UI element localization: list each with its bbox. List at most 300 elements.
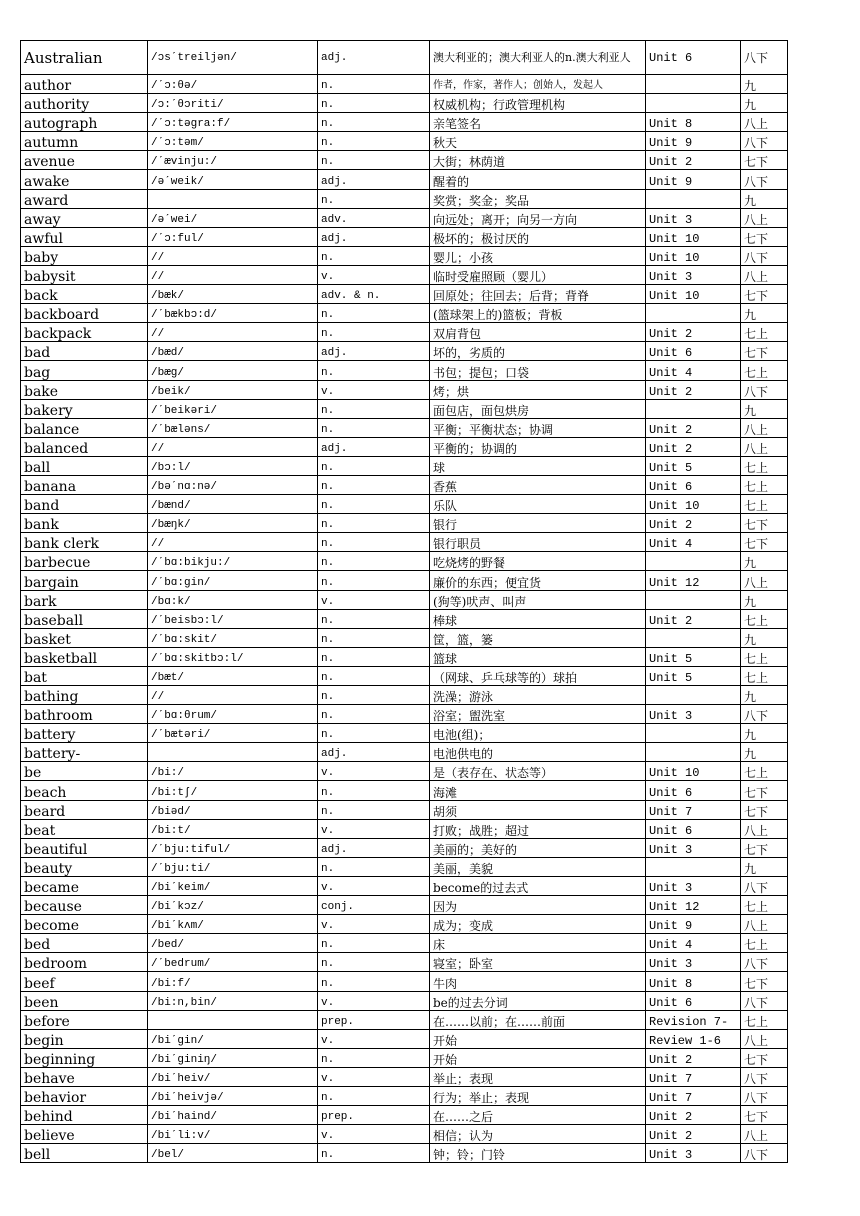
table-row xyxy=(21,781,788,800)
unit-cell: Unit 2 xyxy=(646,1125,741,1144)
meaning-cell: 廉价的东西；便宜货 xyxy=(430,571,646,590)
grade-cell: 七下 xyxy=(741,1048,788,1067)
word-cell: baseball xyxy=(21,609,148,628)
part-of-speech-cell: n. xyxy=(318,1048,430,1067)
grade-cell: 七下 xyxy=(741,342,788,361)
grade-cell: 七上 xyxy=(741,934,788,953)
phonetic-cell: /əˊweik/ xyxy=(148,170,318,189)
word-cell: band xyxy=(21,495,148,514)
word-cell: bedroom xyxy=(21,953,148,972)
meaning-cell: (篮球架上的)篮板；背板 xyxy=(430,304,646,323)
table-row xyxy=(21,1048,788,1067)
part-of-speech-cell: v. xyxy=(318,1029,430,1048)
phonetic-cell xyxy=(148,189,318,208)
grade-cell: 七下 xyxy=(741,227,788,246)
phonetic-cell: /bi:f/ xyxy=(148,972,318,991)
grade-cell: 七下 xyxy=(741,151,788,170)
word-cell: bed xyxy=(21,934,148,953)
phonetic-cell: /ˊbɑ:skit/ xyxy=(148,628,318,647)
unit-cell: Unit 2 xyxy=(646,151,741,170)
word-cell: bell xyxy=(21,1144,148,1163)
unit-cell xyxy=(646,304,741,323)
word-cell: awful xyxy=(21,227,148,246)
part-of-speech-cell: conj. xyxy=(318,896,430,915)
table-row xyxy=(21,1106,788,1125)
meaning-cell: 电池(组)； xyxy=(430,724,646,743)
word-cell: behind xyxy=(21,1106,148,1125)
word-cell: authority xyxy=(21,94,148,113)
unit-cell: Unit 3 xyxy=(646,705,741,724)
phonetic-cell: /ˊbju:ti/ xyxy=(148,857,318,876)
table-row xyxy=(21,1125,788,1144)
unit-cell: Unit 6 xyxy=(646,991,741,1010)
part-of-speech-cell: n. xyxy=(318,934,430,953)
meaning-cell: 美丽，美貌 xyxy=(430,857,646,876)
word-cell: baby xyxy=(21,246,148,265)
unit-cell: Unit 12 xyxy=(646,896,741,915)
grade-cell: 九 xyxy=(741,399,788,418)
part-of-speech-cell: n. xyxy=(318,724,430,743)
word-cell: been xyxy=(21,991,148,1010)
grade-cell: 八上 xyxy=(741,113,788,132)
word-cell: bank xyxy=(21,514,148,533)
grade-cell: 八下 xyxy=(741,705,788,724)
grade-cell: 九 xyxy=(741,590,788,609)
grade-cell: 八上 xyxy=(741,208,788,227)
part-of-speech-cell: n. xyxy=(318,475,430,494)
table-row xyxy=(21,189,788,208)
unit-cell: Unit 2 xyxy=(646,437,741,456)
unit-cell xyxy=(646,686,741,705)
meaning-cell: 美丽的；美好的 xyxy=(430,838,646,857)
meaning-cell: 电池供电的 xyxy=(430,743,646,762)
unit-cell xyxy=(646,189,741,208)
word-cell: beginning xyxy=(21,1048,148,1067)
part-of-speech-cell: n. xyxy=(318,800,430,819)
vocabulary-table xyxy=(20,40,788,1163)
word-cell: balanced xyxy=(21,437,148,456)
table-row xyxy=(21,628,788,647)
word-cell: before xyxy=(21,1010,148,1029)
phonetic-cell: /ˊbedrum/ xyxy=(148,953,318,972)
table-row xyxy=(21,227,788,246)
meaning-cell: 洗澡；游泳 xyxy=(430,686,646,705)
meaning-cell: 开始 xyxy=(430,1029,646,1048)
unit-cell: Unit 9 xyxy=(646,170,741,189)
word-cell: balance xyxy=(21,418,148,437)
grade-cell: 九 xyxy=(741,724,788,743)
word-cell: banana xyxy=(21,475,148,494)
meaning-cell: 钟；铃；门铃 xyxy=(430,1144,646,1163)
word-cell: bad xyxy=(21,342,148,361)
meaning-cell: 烤；烘 xyxy=(430,380,646,399)
part-of-speech-cell: n. xyxy=(318,571,430,590)
unit-cell: Unit 7 xyxy=(646,1086,741,1105)
word-cell: away xyxy=(21,208,148,227)
word-cell: be xyxy=(21,762,148,781)
table-row xyxy=(21,456,788,475)
meaning-cell: 乐队 xyxy=(430,495,646,514)
part-of-speech-cell: adj. xyxy=(318,170,430,189)
phonetic-cell xyxy=(148,1010,318,1029)
table-row xyxy=(21,151,788,170)
unit-cell: Unit 4 xyxy=(646,533,741,552)
part-of-speech-cell: n. xyxy=(318,533,430,552)
meaning-cell: 床 xyxy=(430,934,646,953)
grade-cell: 七上 xyxy=(741,456,788,475)
table-row xyxy=(21,246,788,265)
grade-cell: 八下 xyxy=(741,1086,788,1105)
grade-cell: 七上 xyxy=(741,475,788,494)
table-row xyxy=(21,304,788,323)
phonetic-cell: /biˊkʌm/ xyxy=(148,915,318,934)
table-row xyxy=(21,705,788,724)
word-cell: beauty xyxy=(21,857,148,876)
meaning-cell: 向远处；离开；向另一方向 xyxy=(430,208,646,227)
unit-cell xyxy=(646,857,741,876)
part-of-speech-cell: n. xyxy=(318,151,430,170)
table-row xyxy=(21,838,788,857)
phonetic-cell: /bæt/ xyxy=(148,666,318,685)
part-of-speech-cell: v. xyxy=(318,991,430,1010)
meaning-cell: 吃烧烤的野餐 xyxy=(430,552,646,571)
phonetic-cell: /əˊwei/ xyxy=(148,208,318,227)
unit-cell: Unit 5 xyxy=(646,456,741,475)
grade-cell: 七下 xyxy=(741,1106,788,1125)
phonetic-cell: // xyxy=(148,437,318,456)
part-of-speech-cell: n. xyxy=(318,399,430,418)
grade-cell: 八上 xyxy=(741,819,788,838)
phonetic-cell: /bɑ:k/ xyxy=(148,590,318,609)
phonetic-cell: /bæk/ xyxy=(148,285,318,304)
phonetic-cell: /bəˊnɑ:nə/ xyxy=(148,475,318,494)
phonetic-cell: /ˊɔ:ful/ xyxy=(148,227,318,246)
meaning-cell: 醒着的 xyxy=(430,170,646,189)
grade-cell: 八上 xyxy=(741,1125,788,1144)
phonetic-cell xyxy=(148,743,318,762)
grade-cell: 八下 xyxy=(741,1067,788,1086)
grade-cell: 九 xyxy=(741,857,788,876)
table-row xyxy=(21,75,788,94)
table-row xyxy=(21,743,788,762)
unit-cell: Unit 3 xyxy=(646,838,741,857)
unit-cell: Unit 10 xyxy=(646,246,741,265)
word-cell: bathroom xyxy=(21,705,148,724)
part-of-speech-cell: adj. xyxy=(318,743,430,762)
table-row xyxy=(21,991,788,1010)
grade-cell: 七上 xyxy=(741,666,788,685)
phonetic-cell: /ˊɔ:θə/ xyxy=(148,75,318,94)
part-of-speech-cell: n. xyxy=(318,323,430,342)
meaning-cell: 牛肉 xyxy=(430,972,646,991)
meaning-cell: 在……之后 xyxy=(430,1106,646,1125)
meaning-cell: 平衡的；协调的 xyxy=(430,437,646,456)
unit-cell: Unit 3 xyxy=(646,953,741,972)
unit-cell: Unit 7 xyxy=(646,1067,741,1086)
table-row xyxy=(21,361,788,380)
word-cell: beach xyxy=(21,781,148,800)
meaning-cell: 开始 xyxy=(430,1048,646,1067)
word-cell: bag xyxy=(21,361,148,380)
meaning-cell: 行为；举止；表现 xyxy=(430,1086,646,1105)
word-cell: autumn xyxy=(21,132,148,151)
table-row xyxy=(21,972,788,991)
table-row xyxy=(21,41,788,75)
word-cell: bake xyxy=(21,380,148,399)
table-row xyxy=(21,857,788,876)
part-of-speech-cell: prep. xyxy=(318,1010,430,1029)
table-row xyxy=(21,896,788,915)
phonetic-cell: /ˊɔ:təm/ xyxy=(148,132,318,151)
phonetic-cell: /bi:n,bin/ xyxy=(148,991,318,1010)
part-of-speech-cell: adj. xyxy=(318,838,430,857)
meaning-cell: 澳大利亚的；澳大利亚人的n.澳大利亚人 xyxy=(430,41,646,75)
grade-cell: 八下 xyxy=(741,170,788,189)
grade-cell: 七下 xyxy=(741,533,788,552)
unit-cell: Unit 2 xyxy=(646,514,741,533)
table-row xyxy=(21,724,788,743)
part-of-speech-cell: v. xyxy=(318,762,430,781)
table-row xyxy=(21,876,788,895)
meaning-cell: （网球、乒乓球等的）球拍 xyxy=(430,666,646,685)
phonetic-cell: /biˊginiŋ/ xyxy=(148,1048,318,1067)
phonetic-cell: /biˊheiv/ xyxy=(148,1067,318,1086)
grade-cell: 九 xyxy=(741,628,788,647)
grade-cell: 八上 xyxy=(741,265,788,284)
word-cell: became xyxy=(21,876,148,895)
phonetic-cell: /ˊbju:tiful/ xyxy=(148,838,318,857)
part-of-speech-cell: adv. & n. xyxy=(318,285,430,304)
phonetic-cell: /ˊbɑ:bikju:/ xyxy=(148,552,318,571)
phonetic-cell: /ˊbæləns/ xyxy=(148,418,318,437)
table-row xyxy=(21,323,788,342)
part-of-speech-cell: n. xyxy=(318,113,430,132)
unit-cell: Unit 9 xyxy=(646,915,741,934)
meaning-cell: 相信；认为 xyxy=(430,1125,646,1144)
phonetic-cell: /bɔ:l/ xyxy=(148,456,318,475)
meaning-cell: 海滩 xyxy=(430,781,646,800)
part-of-speech-cell: v. xyxy=(318,915,430,934)
word-cell: ball xyxy=(21,456,148,475)
part-of-speech-cell: v. xyxy=(318,819,430,838)
meaning-cell: 回原处；往回去；后背；背脊 xyxy=(430,285,646,304)
word-cell: basketball xyxy=(21,647,148,666)
part-of-speech-cell: n. xyxy=(318,628,430,647)
phonetic-cell: /ɔsˊtreiljən/ xyxy=(148,41,318,75)
unit-cell: Unit 6 xyxy=(646,781,741,800)
unit-cell: Unit 2 xyxy=(646,418,741,437)
meaning-cell: 打败；战胜；超过 xyxy=(430,819,646,838)
table-row xyxy=(21,514,788,533)
phonetic-cell: /ˊɔ:təgra:f/ xyxy=(148,113,318,132)
meaning-cell: 在……以前；在……前面 xyxy=(430,1010,646,1029)
table-row xyxy=(21,418,788,437)
unit-cell xyxy=(646,628,741,647)
unit-cell xyxy=(646,399,741,418)
part-of-speech-cell: n. xyxy=(318,132,430,151)
phonetic-cell: /bæd/ xyxy=(148,342,318,361)
unit-cell: Unit 2 xyxy=(646,1106,741,1125)
phonetic-cell: /biˊgin/ xyxy=(148,1029,318,1048)
phonetic-cell: /ˊbækbɔ:d/ xyxy=(148,304,318,323)
part-of-speech-cell: n. xyxy=(318,495,430,514)
unit-cell: Unit 3 xyxy=(646,876,741,895)
unit-cell: Review 1-6 xyxy=(646,1029,741,1048)
word-cell: author xyxy=(21,75,148,94)
phonetic-cell: /ˊbɑ:gin/ xyxy=(148,571,318,590)
part-of-speech-cell: n. xyxy=(318,304,430,323)
part-of-speech-cell: n. xyxy=(318,953,430,972)
word-cell: begin xyxy=(21,1029,148,1048)
table-row xyxy=(21,819,788,838)
part-of-speech-cell: v. xyxy=(318,1125,430,1144)
meaning-cell: 因为 xyxy=(430,896,646,915)
unit-cell xyxy=(646,552,741,571)
grade-cell: 七下 xyxy=(741,781,788,800)
word-cell: autograph xyxy=(21,113,148,132)
table-row xyxy=(21,208,788,227)
meaning-cell: 举止；表现 xyxy=(430,1067,646,1086)
grade-cell: 七上 xyxy=(741,647,788,666)
phonetic-cell: /biˊheivjə/ xyxy=(148,1086,318,1105)
phonetic-cell: /bel/ xyxy=(148,1144,318,1163)
table-row xyxy=(21,1010,788,1029)
meaning-cell: 双肩背包 xyxy=(430,323,646,342)
grade-cell: 九 xyxy=(741,304,788,323)
meaning-cell: 面包店，面包烘房 xyxy=(430,399,646,418)
word-cell: behave xyxy=(21,1067,148,1086)
part-of-speech-cell: n. xyxy=(318,1144,430,1163)
meaning-cell: 棒球 xyxy=(430,609,646,628)
word-cell: award xyxy=(21,189,148,208)
word-cell: battery- xyxy=(21,743,148,762)
unit-cell: Unit 2 xyxy=(646,380,741,399)
part-of-speech-cell: adj. xyxy=(318,41,430,75)
word-cell: beautiful xyxy=(21,838,148,857)
grade-cell: 七下 xyxy=(741,800,788,819)
unit-cell: Unit 10 xyxy=(646,285,741,304)
unit-cell: Unit 7 xyxy=(646,800,741,819)
grade-cell: 七下 xyxy=(741,838,788,857)
grade-cell: 七上 xyxy=(741,323,788,342)
part-of-speech-cell: prep. xyxy=(318,1106,430,1125)
part-of-speech-cell: n. xyxy=(318,246,430,265)
part-of-speech-cell: n. xyxy=(318,456,430,475)
phonetic-cell: /ˊævinju:/ xyxy=(148,151,318,170)
part-of-speech-cell: v. xyxy=(318,380,430,399)
phonetic-cell: /ɔ:ˊθɔriti/ xyxy=(148,94,318,113)
table-row xyxy=(21,1029,788,1048)
part-of-speech-cell: n. xyxy=(318,666,430,685)
phonetic-cell: // xyxy=(148,533,318,552)
meaning-cell: 临时受雇照顾（婴儿） xyxy=(430,265,646,284)
meaning-cell: 亲笔签名 xyxy=(430,113,646,132)
unit-cell xyxy=(646,724,741,743)
word-cell: believe xyxy=(21,1125,148,1144)
part-of-speech-cell: n. xyxy=(318,609,430,628)
phonetic-cell: /ˊbɑ:skitbɔ:l/ xyxy=(148,647,318,666)
grade-cell: 八下 xyxy=(741,380,788,399)
grade-cell: 七下 xyxy=(741,514,788,533)
table-row xyxy=(21,686,788,705)
table-row xyxy=(21,666,788,685)
phonetic-cell: /bed/ xyxy=(148,934,318,953)
word-cell: bank clerk xyxy=(21,533,148,552)
table-row xyxy=(21,94,788,113)
meaning-cell: 坏的，劣质的 xyxy=(430,342,646,361)
grade-cell: 八下 xyxy=(741,991,788,1010)
meaning-cell: be的过去分词 xyxy=(430,991,646,1010)
unit-cell: Unit 8 xyxy=(646,113,741,132)
meaning-cell: 筐，篮，篓 xyxy=(430,628,646,647)
phonetic-cell: /bænd/ xyxy=(148,495,318,514)
phonetic-cell: /biˊli:v/ xyxy=(148,1125,318,1144)
grade-cell: 七下 xyxy=(741,972,788,991)
part-of-speech-cell: n. xyxy=(318,514,430,533)
grade-cell: 八下 xyxy=(741,41,788,75)
phonetic-cell: /ˊbeikəri/ xyxy=(148,399,318,418)
phonetic-cell: // xyxy=(148,246,318,265)
meaning-cell: 作者，作家，著作人；创始人，发起人 xyxy=(430,75,646,94)
phonetic-cell: /bæŋk/ xyxy=(148,514,318,533)
grade-cell: 八下 xyxy=(741,132,788,151)
part-of-speech-cell: n. xyxy=(318,972,430,991)
unit-cell: Unit 6 xyxy=(646,41,741,75)
meaning-cell: 书包；提包；口袋 xyxy=(430,361,646,380)
table-row xyxy=(21,475,788,494)
table-row xyxy=(21,399,788,418)
meaning-cell: 大街；林荫道 xyxy=(430,151,646,170)
table-row xyxy=(21,265,788,284)
word-cell: basket xyxy=(21,628,148,647)
meaning-cell: 胡须 xyxy=(430,800,646,819)
unit-cell: Unit 3 xyxy=(646,208,741,227)
phonetic-cell: // xyxy=(148,686,318,705)
unit-cell: Unit 12 xyxy=(646,571,741,590)
grade-cell: 八上 xyxy=(741,915,788,934)
part-of-speech-cell: adj. xyxy=(318,437,430,456)
unit-cell: Unit 10 xyxy=(646,227,741,246)
part-of-speech-cell: n. xyxy=(318,75,430,94)
unit-cell: Unit 10 xyxy=(646,762,741,781)
part-of-speech-cell: v. xyxy=(318,876,430,895)
grade-cell: 九 xyxy=(741,743,788,762)
word-cell: beard xyxy=(21,800,148,819)
grade-cell: 九 xyxy=(741,189,788,208)
grade-cell: 八上 xyxy=(741,1029,788,1048)
meaning-cell: 成为；变成 xyxy=(430,915,646,934)
grade-cell: 九 xyxy=(741,75,788,94)
table-row xyxy=(21,609,788,628)
grade-cell: 八上 xyxy=(741,418,788,437)
phonetic-cell: // xyxy=(148,323,318,342)
table-row xyxy=(21,1144,788,1163)
part-of-speech-cell: n. xyxy=(318,857,430,876)
part-of-speech-cell: n. xyxy=(318,686,430,705)
unit-cell: Unit 2 xyxy=(646,609,741,628)
phonetic-cell: // xyxy=(148,265,318,284)
grade-cell: 九 xyxy=(741,686,788,705)
table-row xyxy=(21,533,788,552)
word-cell: bat xyxy=(21,666,148,685)
unit-cell: Unit 5 xyxy=(646,666,741,685)
word-cell: bathing xyxy=(21,686,148,705)
part-of-speech-cell: n. xyxy=(318,552,430,571)
meaning-cell: 秋天 xyxy=(430,132,646,151)
unit-cell: Unit 6 xyxy=(646,342,741,361)
table-row xyxy=(21,170,788,189)
word-cell: become xyxy=(21,915,148,934)
